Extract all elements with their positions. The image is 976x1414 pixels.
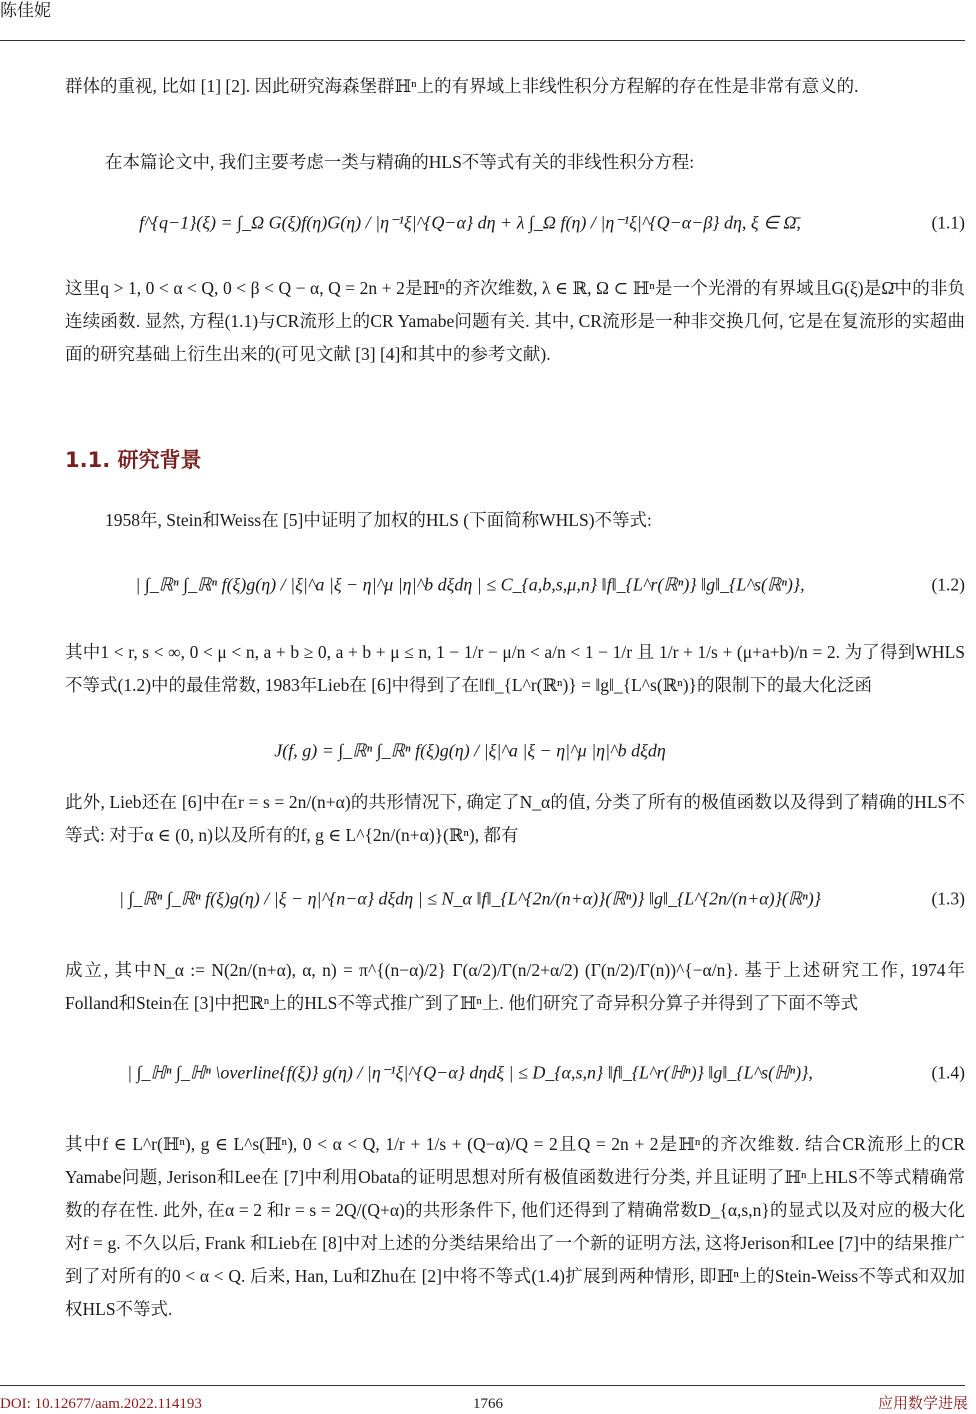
- footer-doi-link[interactable]: DOI: 10.12677/aam.2022.114193: [0, 1396, 202, 1412]
- equation-1-3: [65, 874, 965, 924]
- paragraph-6: 此外, Lieb还在 [6]中在r = s = 2n/(n+α)的共形情况下, 确定了N_α的值, 分类了所有的极值函数以及得到了精确的HLS不等式: 对于α ∈ (0, n)以及所有的f, g ∈ L^{2n/(n+α)}(ℝⁿ), 都有: [65, 792, 965, 845]
- paragraph-5: 其中1 < r, s < ∞, 0 < μ < n, a + b ≥ 0, a + b + μ ≤ n, 1 − 1/r − μ/n < a/n < 1 − 1/r 且 1/r + 1/s + (μ+a+b)/n = 2. 为了得到WHLS不等式(1.2)中的最佳常数, 1983年Lieb在 [6]中得到了在‖f‖_{L^r(ℝⁿ)} = ‖g‖_{L^s(ℝⁿ)}的限制下的最大化泛函: [65, 642, 965, 695]
- paragraph-1: 群体的重视, 比如 [1] [2]. 因此研究海森堡群ℍⁿ上的有界域上非线性积分方程解的存在性是非常有意义的.: [65, 76, 859, 96]
- equation-1-4-number: (1.4): [931, 1062, 965, 1083]
- header-rule: [0, 40, 965, 41]
- paragraph-4: 1958年, Stein和Weiss在 [5]中证明了加权的HLS (下面简称WHLS)不等式:: [105, 510, 652, 530]
- equation-j-expression: J(f, g) = ∫_ℝⁿ ∫_ℝⁿ f(ξ)g(η) / |ξ|^a |ξ − η|^μ |η|^b dξdη: [274, 740, 666, 761]
- equation-1-2-expression: | ∫_ℝⁿ ∫_ℝⁿ f(ξ)g(η) / |ξ|^a |ξ − η|^μ |η|^b dξdη | ≤ C_{a,b,s,μ,n} ‖f‖_{L^r(ℝⁿ)} ‖g‖_{L^s(ℝⁿ)},: [135, 574, 805, 595]
- equation-1-1-number: (1.1): [931, 212, 965, 233]
- paragraph-3: 这里q > 1, 0 < α < Q, 0 < β < Q − α, Q = 2n + 2是ℍⁿ的齐次维数, λ ∈ ℝ, Ω ⊂ ℍⁿ是一个光滑的有界域且G(ξ)是Ω̄中的非负连续函数. 显然, 方程(1.1)与CR流形上的CR Yamabe问题有关. 其中, CR流形是一种非交换几何, 它是在复流形的实超曲面的研究基础上衍生出来的(可见文献 [3] [4]和其中的参考文献).: [65, 278, 965, 364]
- equation-1-1: [65, 198, 965, 248]
- equation-1-3-expression: | ∫_ℝⁿ ∫_ℝⁿ f(ξ)g(η) / |ξ − η|^{n−α} dξdη | ≤ N_α ‖f‖_{L^{2n/(n+α)}(ℝⁿ)} ‖g‖_{L^{2n/(n+α)}(ℝⁿ)}: [119, 888, 821, 909]
- running-header-author: 陈佳妮: [0, 1, 51, 21]
- paragraph-7: 成立, 其中N_α := N(2n/(n+α), α, n) = π^{(n−α)/2} Γ(α/2)/Γ(n/2+α/2) (Γ(n/2)/Γ(n))^{−α/n}. 基于上述研究工作, 1974年Folland和Stein在 [3]中把ℝⁿ上的HLS不等式推广到了ℍⁿ上. 他们研究了奇异积分算子并得到了下面不等式: [65, 960, 965, 1013]
- equation-1-2: [65, 560, 965, 610]
- equation-1-2-number: (1.2): [931, 574, 965, 595]
- footer-rule: [0, 1385, 965, 1386]
- footer-journal-name: 应用数学进展: [877, 1396, 968, 1412]
- equation-1-1-expression: f^{q−1}(ξ) = ∫_Ω G(ξ)f(η)G(η) / |η⁻¹ξ|^{Q−α} dη + λ ∫_Ω f(η) / |η⁻¹ξ|^{Q−α−β} dη, ξ ∈ Ω̄,: [139, 212, 801, 233]
- paragraph-8: 其中f ∈ L^r(ℍⁿ), g ∈ L^s(ℍⁿ), 0 < α < Q, 1/r + 1/s + (Q−α)/Q = 2且Q = 2n + 2是ℍⁿ的齐次维数. 结合CR流形上的CR Yamabe问题, Jerison和Lee在 [7]中利用Obata的证明思想对所有极值函数进行分类, 并且证明了ℍⁿ上HLS不等式精确常数的存在性. 此外, 在α = 2 和r = s = 2Q/(Q+α)的共形条件下, 他们还得到了精确常数D_{α,s,n}的显式以及对应的极大化对f = g. 不久以后, Frank 和Lieb在 [8]中对上述的分类结果给出了一个新的证明方法, 这将Jerison和Lee [7]中的结果推广到了对所有的0 < α < Q. 后来, Han, Lu和Zhu在 [2]中将不等式(1.4)扩展到两种情形, 即ℍⁿ上的Stein-Weiss不等式和双加权HLS不等式.: [65, 1134, 965, 1319]
- equation-1-4: [65, 1048, 965, 1098]
- section-title: 1.1. 研究背景: [65, 448, 202, 472]
- equation-1-3-number: (1.3): [931, 888, 965, 909]
- footer-page-number: 1766: [473, 1396, 503, 1412]
- equation-1-4-expression: | ∫_ℍⁿ ∫_ℍⁿ \overline{f(ξ)} g(η) / |η⁻¹ξ|^{Q−α} dηdξ | ≤ D_{α,s,n} ‖f‖_{L^r(ℍⁿ)} ‖g‖_{L^s(ℍⁿ)},: [127, 1062, 813, 1083]
- paragraph-2: 在本篇论文中, 我们主要考虑一类与精确的HLS不等式有关的非线性积分方程:: [105, 152, 695, 172]
- equation-j: [65, 726, 965, 776]
